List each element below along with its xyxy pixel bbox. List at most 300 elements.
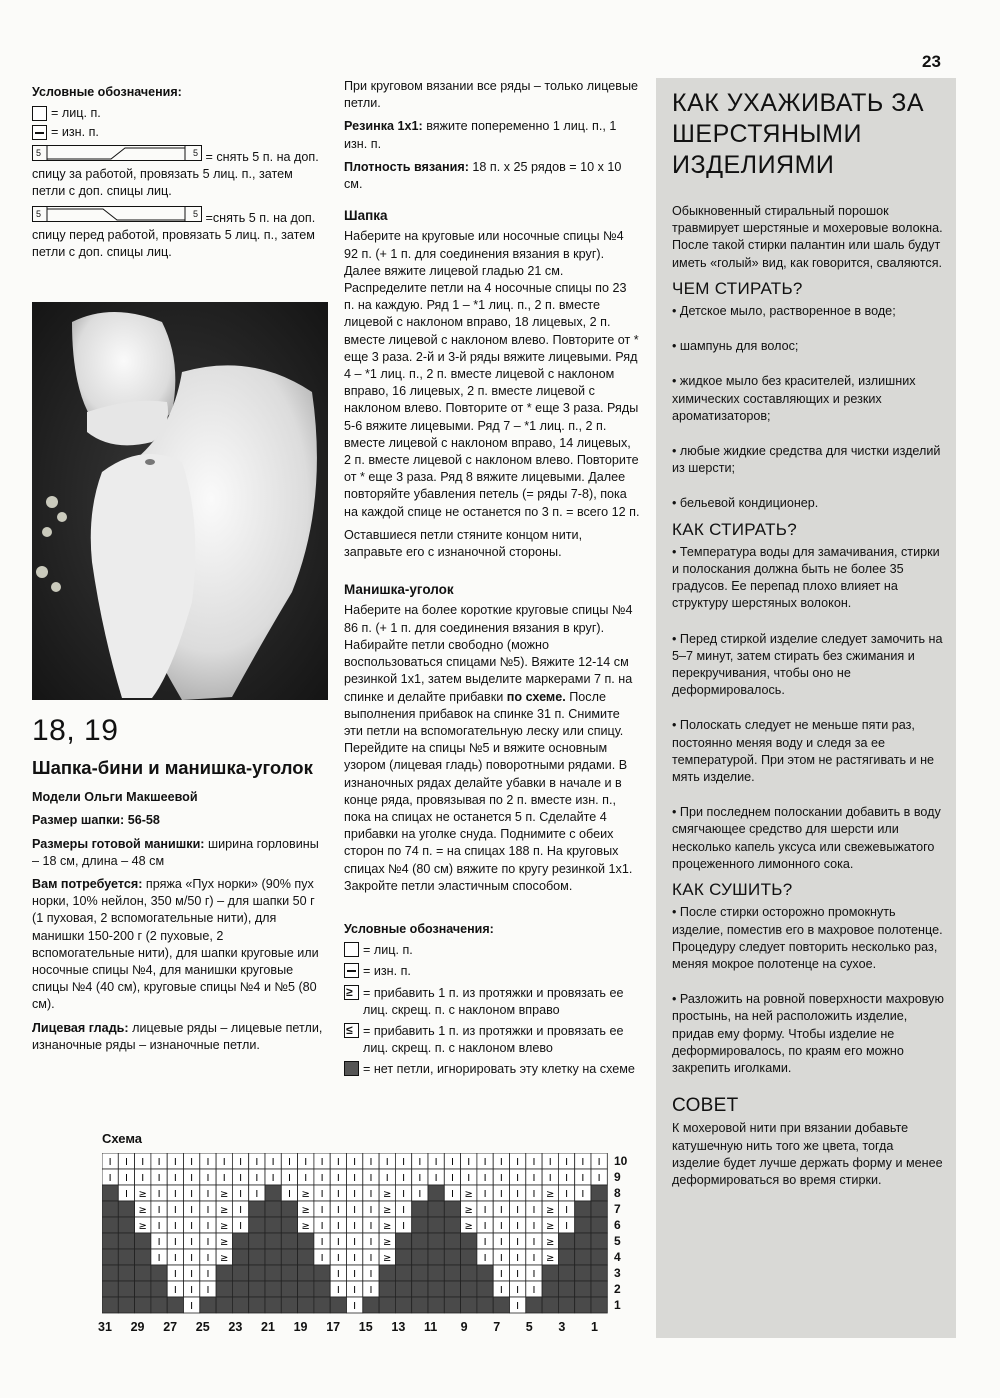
- chart-cell: [265, 1233, 281, 1249]
- chart-cell-symbol: I: [141, 1173, 145, 1184]
- chart-cell-symbol: I: [124, 1173, 128, 1184]
- page-number: 23: [922, 52, 941, 71]
- chart-cell-symbol: I: [385, 1173, 389, 1184]
- legend2-no-stitch-text: = нет петли, игнорировать эту клетку на схеме: [363, 1062, 635, 1077]
- chart-cell: [118, 1217, 134, 1233]
- chart-cell-symbol: I: [483, 1237, 487, 1248]
- chart-cell-symbol: I: [565, 1173, 569, 1184]
- list-item: • Перед стиркой изделие следует замочить на 5–7 минут, затем стирать без сжимания и перекручивания, чтобы оно не деформировалось.: [672, 631, 944, 700]
- chart-cell: [591, 1265, 607, 1281]
- chart-cell: [477, 1297, 493, 1313]
- chart-cell: [412, 1265, 428, 1281]
- chart-cell-symbol: ≥: [301, 1221, 310, 1232]
- chart-cell-symbol: I: [353, 1221, 357, 1232]
- chart-cell: [379, 1281, 395, 1297]
- chart-cell-symbol: I: [516, 1269, 520, 1280]
- legend-title: Условные обозначения:: [32, 85, 182, 99]
- chart-col-number: 7: [493, 1320, 501, 1334]
- chart-cell: [395, 1297, 411, 1313]
- chart-cell: [395, 1281, 411, 1297]
- chart-cell-symbol: I: [369, 1253, 373, 1264]
- chart-cell: [461, 1249, 477, 1265]
- chart-cell: [461, 1297, 477, 1313]
- chart-cell-symbol: ≥: [464, 1189, 473, 1200]
- chart-cell: [216, 1281, 232, 1297]
- chart-cell-symbol: I: [516, 1189, 520, 1200]
- chart-col-number: 27: [163, 1320, 178, 1334]
- chart-cell-symbol: I: [239, 1205, 243, 1216]
- chart-col-number: 31: [98, 1320, 112, 1334]
- legend2-inc-right: [344, 985, 640, 1019]
- chart-cell-symbol: I: [239, 1173, 243, 1184]
- chart-cell: [330, 1297, 346, 1313]
- product-photo: [32, 302, 328, 700]
- chart-cell-symbol: I: [173, 1221, 177, 1232]
- chart-cell-symbol: ≥: [546, 1189, 555, 1200]
- chart-cell-symbol: I: [336, 1237, 340, 1248]
- chart-cell-symbol: I: [450, 1189, 454, 1200]
- chart-cell-symbol: I: [173, 1189, 177, 1200]
- chart-cell: [232, 1281, 248, 1297]
- chart-cell: [428, 1281, 444, 1297]
- chart-cell-symbol: I: [402, 1221, 406, 1232]
- chart-col-number: 29: [130, 1320, 145, 1334]
- chart-cell-symbol: I: [190, 1301, 194, 1312]
- chart-cell: [118, 1265, 134, 1281]
- chart-cell: [265, 1281, 281, 1297]
- list-item: • При последнем полоскании добавить в воду смягчающее средство для шерсти или несколько капель уксуса или свежевыжатого процеженного лимонного сока.: [672, 804, 944, 873]
- chart-cell: [428, 1217, 444, 1233]
- chart-cell: [575, 1217, 591, 1233]
- chart-row-number: 5: [614, 1234, 621, 1248]
- model-info: [32, 714, 328, 1060]
- chart-cell: [298, 1233, 314, 1249]
- chart-row-number: 1: [614, 1298, 621, 1312]
- chart-cell: [477, 1281, 493, 1297]
- dickey-dimensions: [32, 836, 328, 870]
- list-item: • жидкое мыло без красителей, излишних химических составляющих и резких ароматизаторов;: [672, 373, 944, 425]
- rib-pattern: [344, 118, 640, 152]
- chart-cell-symbol: I: [483, 1221, 487, 1232]
- chart-cell: [444, 1265, 460, 1281]
- chart-cell: [428, 1297, 444, 1313]
- chart-cell: [526, 1297, 542, 1313]
- chart-cell-symbol: I: [499, 1205, 503, 1216]
- chart-cell-symbol: I: [532, 1157, 536, 1168]
- chart-cell-symbol: I: [516, 1205, 520, 1216]
- list-item: • Полоскать следует не меньше пяти раз, постоянно меняя воду и следя за ее температурой. При этом не растягивать и не мять изделие.: [672, 717, 944, 786]
- cable-back-symbol: [32, 145, 202, 161]
- chart-cell-symbol: I: [287, 1157, 291, 1168]
- chart-cell-symbol: ≥: [220, 1221, 229, 1232]
- instructions: [344, 78, 640, 1083]
- chart-cell-symbol: I: [173, 1285, 177, 1296]
- chart-cell-symbol: ≥: [138, 1205, 147, 1216]
- legend-purl: [32, 124, 328, 141]
- chart-cell: [542, 1265, 558, 1281]
- knit-symbol: [32, 106, 47, 121]
- scheme-title: Схема: [102, 1131, 143, 1146]
- chart-cell-symbol: I: [108, 1173, 112, 1184]
- chart-cell: [281, 1233, 297, 1249]
- chart-cell: [444, 1233, 460, 1249]
- chart-col-number: 9: [460, 1320, 468, 1334]
- chart-cell: [461, 1233, 477, 1249]
- model-title: Шапка-бини и манишка-уголок: [32, 757, 313, 779]
- chart-cell: [575, 1201, 591, 1217]
- chart-cell: [412, 1297, 428, 1313]
- chart-cell-symbol: I: [483, 1189, 487, 1200]
- legend-cable-front: [32, 206, 328, 261]
- chart-cell-symbol: I: [190, 1253, 194, 1264]
- chart-cell-symbol: ≥: [301, 1205, 310, 1216]
- chart-cell: [102, 1265, 118, 1281]
- chart-cell-symbol: I: [369, 1269, 373, 1280]
- chart-cell-symbol: I: [434, 1157, 438, 1168]
- inc-right-symbol: ≥: [344, 985, 359, 1000]
- chart-cell: [298, 1265, 314, 1281]
- chart-cell: [412, 1233, 428, 1249]
- advice-text: К мохеровой нити при вязании добавьте катушечную нить того же цвета, тогда изделие будет лучше держать форму и менее деформироваться во время стирки.: [672, 1121, 943, 1187]
- chart-cell-symbol: I: [304, 1157, 308, 1168]
- chart-cell-symbol: I: [402, 1157, 406, 1168]
- knit-symbol: [344, 942, 359, 957]
- chart-cell-symbol: I: [157, 1237, 161, 1248]
- chart-cell-symbol: I: [418, 1157, 422, 1168]
- chart-cell-symbol: I: [483, 1173, 487, 1184]
- chart-cell: [151, 1265, 167, 1281]
- chart-cell-symbol: I: [320, 1205, 324, 1216]
- chart-cell-symbol: I: [320, 1173, 324, 1184]
- chart-cell-symbol: ≥: [546, 1237, 555, 1248]
- chart-cell-symbol: I: [190, 1221, 194, 1232]
- chart-cell-symbol: I: [369, 1189, 373, 1200]
- chart-cell-symbol: I: [336, 1205, 340, 1216]
- chart-cell: [265, 1265, 281, 1281]
- chart-cell: [232, 1233, 248, 1249]
- chart-cell-symbol: I: [450, 1173, 454, 1184]
- chart-cell-symbol: I: [320, 1237, 324, 1248]
- legend2-knit: [344, 942, 640, 959]
- chart-cell-symbol: I: [287, 1189, 291, 1200]
- what-heading: ЧЕМ СТИРАТЬ?: [672, 278, 803, 298]
- chart-cell-symbol: I: [206, 1173, 210, 1184]
- chart-cell-symbol: I: [320, 1157, 324, 1168]
- chart-col-number: 3: [558, 1320, 566, 1334]
- chart-cell: [265, 1297, 281, 1313]
- chart-cell-symbol: I: [565, 1221, 569, 1232]
- list-item: • бельевой кондиционер.: [672, 495, 944, 512]
- chart-cell: [151, 1281, 167, 1297]
- legend-cable: [32, 84, 328, 261]
- chart-cell-symbol: I: [157, 1205, 161, 1216]
- chart-cell-symbol: I: [581, 1189, 585, 1200]
- chart-cell: [542, 1297, 558, 1313]
- chart-cell-symbol: I: [499, 1221, 503, 1232]
- chart-cell: [428, 1249, 444, 1265]
- chart-cell: [102, 1249, 118, 1265]
- legend2-inc-left-text: = прибавить 1 п. из протяжки и провязать ее лиц. скрещ. п. с наклоном влево: [363, 1023, 624, 1056]
- how-list: [672, 544, 944, 873]
- chart-cell-symbol: I: [565, 1157, 569, 1168]
- chart-cell-symbol: I: [402, 1189, 406, 1200]
- chart-cell: [444, 1217, 460, 1233]
- chart-cell-symbol: I: [157, 1253, 161, 1264]
- chart-cell: [444, 1281, 460, 1297]
- chart-cell-symbol: I: [516, 1173, 520, 1184]
- chart-cell-symbol: I: [108, 1157, 112, 1168]
- chart-cell: [395, 1249, 411, 1265]
- chart-cell: [102, 1185, 118, 1201]
- materials: [32, 876, 328, 1014]
- chart-cell: [314, 1281, 330, 1297]
- chart-cell: [477, 1265, 493, 1281]
- list-item: • любые жидкие средства для чистки изделий из шерсти;: [672, 443, 944, 477]
- how-heading: КАК СТИРАТЬ?: [672, 519, 797, 539]
- legend2-inc-right-text: = прибавить 1 п. из протяжки и провязать ее лиц. скрещ. п. с наклоном вправо: [363, 985, 624, 1017]
- chart-cell-symbol: I: [353, 1285, 357, 1296]
- rib-label: Резинка 1х1:: [344, 119, 423, 134]
- chart-cell-symbol: I: [336, 1221, 340, 1232]
- list-item: • После стирки осторожно промокнуть изделие, поместив его в махровое полотенце. Процедуру следует повторить несколько раз, меняя мокрое полотенце на сухое.: [672, 904, 944, 973]
- chart-cell: [558, 1281, 574, 1297]
- hat-heading: Шапка: [344, 208, 388, 224]
- chart-cell-symbol: I: [320, 1221, 324, 1232]
- chart-cell: [118, 1281, 134, 1297]
- chart-cell: [428, 1233, 444, 1249]
- chart-col-number: 11: [424, 1320, 438, 1334]
- chart-col-number: 13: [391, 1320, 406, 1334]
- chart-cell: [412, 1249, 428, 1265]
- chart-cell-symbol: I: [483, 1205, 487, 1216]
- dickey-text-b: После выполнения прибавок на спинке 31 п. Снимите эти петли на вспомогательную леску или спицу. Перейдите на спицы №5 и вяжите основным узором (лицевая гладь) поворотными рядами. В изнаночных рядах делайте убавки в начале и в конце ряда, провязывая по 2 п. вместе изн. п., пока на спицах не останется 5 п. Сделайте 4 прибавки на уголке снуда. Поднимите с обеих сторон по 74 п. = на спицах 188 п. На круговых спицах №4 (80 см) вяжите по кругу резинкой 1х1. Закройте петли эластичным способом.: [344, 689, 633, 893]
- chart-cell-symbol: ≥: [383, 1221, 392, 1232]
- hat-size: Размер шапки: 56-58: [32, 813, 160, 828]
- chart-cell: [102, 1281, 118, 1297]
- chart-cell-symbol: I: [483, 1157, 487, 1168]
- chart-cell-symbol: I: [402, 1205, 406, 1216]
- chart-row-number: 2: [614, 1282, 621, 1296]
- chart-cell-symbol: I: [402, 1173, 406, 1184]
- chart-cell-symbol: I: [548, 1173, 552, 1184]
- legend2-inc-left: [344, 1023, 640, 1057]
- chart-cell-symbol: I: [499, 1269, 503, 1280]
- chart-cell: [428, 1185, 444, 1201]
- chart-cell: [379, 1297, 395, 1313]
- chart-cell-symbol: I: [548, 1157, 552, 1168]
- chart-cell-symbol: I: [418, 1173, 422, 1184]
- chart-cell-symbol: ≥: [383, 1253, 392, 1264]
- chart-cell-symbol: I: [124, 1189, 128, 1200]
- chart-cell-symbol: I: [499, 1157, 503, 1168]
- chart-cell-symbol: I: [353, 1269, 357, 1280]
- chart-cell-symbol: I: [239, 1157, 243, 1168]
- chart-cell-symbol: I: [206, 1157, 210, 1168]
- legend-purl-text: = изн. п.: [51, 125, 99, 139]
- chart-cell: [135, 1281, 151, 1297]
- chart-cell: [200, 1297, 216, 1313]
- purl-symbol: [344, 963, 359, 978]
- cable-back-num-right: 5: [192, 148, 198, 158]
- chart-cell: [461, 1265, 477, 1281]
- legend2-purl: [344, 963, 640, 980]
- chart-cell: [428, 1265, 444, 1281]
- advice-heading: СОВЕТ: [672, 1095, 739, 1117]
- chart-cell-symbol: I: [434, 1173, 438, 1184]
- chart-cell: [167, 1297, 183, 1313]
- dry-list: [672, 904, 944, 1077]
- chart-cell: [281, 1249, 297, 1265]
- dims-text: ширина горловины – 18 см, длина – 48 см: [32, 836, 319, 868]
- chart-cell-symbol: ≥: [464, 1205, 473, 1216]
- chart-cell-symbol: I: [565, 1189, 569, 1200]
- purl-symbol: [32, 125, 47, 140]
- chart-cell-symbol: I: [255, 1173, 259, 1184]
- chart-cell-symbol: I: [336, 1173, 340, 1184]
- chart-cell: [314, 1265, 330, 1281]
- dims-label: Размеры готовой манишки:: [32, 836, 205, 851]
- chart-cell-symbol: I: [597, 1173, 601, 1184]
- chart-cell-symbol: ≥: [220, 1237, 229, 1248]
- chart-cell: [412, 1201, 428, 1217]
- dickey-bold: по схеме.: [506, 689, 566, 704]
- chart-cell: [363, 1297, 379, 1313]
- chart-cell: [249, 1201, 265, 1217]
- chart-cell-symbol: I: [516, 1157, 520, 1168]
- chart-cell-symbol: I: [353, 1253, 357, 1264]
- chart-cell: [575, 1233, 591, 1249]
- chart-cell-symbol: I: [206, 1285, 210, 1296]
- chart-row-number: 9: [614, 1170, 621, 1184]
- chart-cell-symbol: I: [173, 1157, 177, 1168]
- chart-col-number: 5: [525, 1320, 533, 1334]
- chart-cell-symbol: I: [271, 1173, 275, 1184]
- chart-cell: [591, 1185, 607, 1201]
- dickey-text-a: Наберите на более короткие круговые спицы №4 86 п. (+ 1 п. для соединения вязания в круг). Набирайте петли свободно (можно воспользоваться спицами №5). Вяжите 12-14 см резинкой 1х1, затем выделите маркерами 7 п. на спинке и делайте прибавки: [344, 603, 633, 704]
- chart-cell-symbol: I: [336, 1253, 340, 1264]
- gauge-label: Плотность вязания:: [344, 159, 469, 174]
- chart-cell-symbol: I: [190, 1269, 194, 1280]
- cable-back-text: = снять 5 п. на доп. спицу за работой, провязать 5 лиц. п., затем петли с доп. спицы лиц.: [32, 150, 319, 198]
- chart-cell: [379, 1265, 395, 1281]
- chart-cell: [575, 1281, 591, 1297]
- legend-scheme: [344, 921, 640, 1079]
- chart-cell: [281, 1281, 297, 1297]
- chart-cell: [265, 1249, 281, 1265]
- chart-cell-symbol: I: [597, 1157, 601, 1168]
- chart-cell: [249, 1217, 265, 1233]
- legend-knit: [32, 105, 328, 122]
- chart-cell: [558, 1265, 574, 1281]
- chart-cell-symbol: I: [532, 1173, 536, 1184]
- chart-cell-symbol: I: [255, 1189, 259, 1200]
- chart-cell: [395, 1233, 411, 1249]
- chart-cell-symbol: I: [353, 1189, 357, 1200]
- chart-cell: [265, 1201, 281, 1217]
- stockinette-text: лицевые ряды – лицевые петли, изнаночные ряды – изнаночные петли.: [32, 1020, 323, 1052]
- dickey-instructions: [344, 602, 640, 894]
- chart-col-number: 1: [591, 1320, 598, 1334]
- chart-cell: [493, 1297, 509, 1313]
- chart-cell-symbol: I: [353, 1157, 357, 1168]
- rib-text: вяжите попеременно 1 лиц. п., 1 изн. п.: [344, 119, 617, 151]
- chart-cell-symbol: I: [190, 1205, 194, 1216]
- chart-cell-symbol: I: [255, 1157, 259, 1168]
- stockinette-label: Лицевая гладь:: [32, 1020, 129, 1035]
- chart-cell-symbol: I: [206, 1221, 210, 1232]
- list-item: • шампунь для волос;: [672, 338, 944, 355]
- chart-cell-symbol: I: [173, 1253, 177, 1264]
- chart-cell: [135, 1233, 151, 1249]
- chart-cell: [412, 1217, 428, 1233]
- chart-cell: [232, 1265, 248, 1281]
- knitting-chart: [102, 1153, 612, 1315]
- chart-cell-symbol: I: [239, 1189, 243, 1200]
- hat-finish: Оставшиеся петли стяните концом нити, заправьте его с изнаночной стороны.: [344, 527, 583, 560]
- chart-cell-symbol: I: [336, 1157, 340, 1168]
- chart-cell-symbol: I: [532, 1205, 536, 1216]
- chart-cell: [558, 1249, 574, 1265]
- chart-cell: [232, 1297, 248, 1313]
- chart-cell: [281, 1297, 297, 1313]
- chart-cell-symbol: I: [124, 1157, 128, 1168]
- dry-heading: КАК СУШИТЬ?: [672, 880, 793, 900]
- chart-cell: [151, 1297, 167, 1313]
- chart-col-number: 23: [228, 1320, 243, 1334]
- chart-col-number: 21: [261, 1320, 275, 1334]
- chart-cell: [118, 1249, 134, 1265]
- chart-cell-symbol: I: [565, 1205, 569, 1216]
- chart-cell: [135, 1297, 151, 1313]
- chart-cell: [298, 1297, 314, 1313]
- chart-cell: [232, 1249, 248, 1265]
- care-title: КАК УХАЖИВАТЬ ЗА ШЕРСТЯНЫМИ ИЗДЕЛИЯМИ: [672, 89, 924, 179]
- chart-cell-symbol: I: [499, 1173, 503, 1184]
- hat-instructions: Наберите на круговые или носочные спицы №4 92 п. (+ 1 п. для соединения вязания в круг). Далее вяжите лицевой гладью 21 см. Распределите петли на 4 носочные спицы по 23 п. на каждую. Ряд 1 – *1 лиц. п., 2 п. вместе лицевой с наклоном вправо, 18 лицевых, 2 п. вместе лицевой с наклоном влево. Повторите от * еще 3 раза. 2-й и 3-й ряды вяжите лицевыми. Ряд 4 – *1 лиц. п., 2 п. вместе лицевой с наклоном вправо, 16 лицевых, 2 п. вместе лицевой с наклоном влево. Повторите от * еще 3 раза. Ряды 5-6 вяжите лицевыми. Ряд 7 – *1 лиц. п., 2 п. вместе лицевой с наклоном вправо, 14 лицевых, 2 п. вместе лицевой с наклоном влево. Повторите от * еще 3 раза. Ряд 8 вяжите лицевыми. Далее повторяйте убавления петель (= ряды 7-8), пока на каждой спице не останется по 3 п. = всего 12 п.: [344, 229, 640, 519]
- chart-cell-symbol: I: [271, 1157, 275, 1168]
- chart-cell: [281, 1265, 297, 1281]
- chart-cell-symbol: I: [385, 1157, 389, 1168]
- chart-row-number: 4: [614, 1250, 621, 1264]
- chart-col-number: 25: [195, 1320, 210, 1334]
- cable-front-line: [33, 207, 201, 221]
- chart-cell: [591, 1233, 607, 1249]
- chart-cell-symbol: I: [190, 1237, 194, 1248]
- chart-cell-symbol: I: [206, 1189, 210, 1200]
- chart-cell-symbol: ≥: [220, 1189, 229, 1200]
- chart-cell: [314, 1297, 330, 1313]
- chart-cell: [444, 1249, 460, 1265]
- chart-cell: [461, 1281, 477, 1297]
- chart-cell-symbol: ≥: [220, 1253, 229, 1264]
- chart-cell-symbol: I: [336, 1269, 340, 1280]
- chart-cell-symbol: I: [157, 1157, 161, 1168]
- chart-cell: [558, 1297, 574, 1313]
- chart-cell: [395, 1265, 411, 1281]
- chart-cell-symbol: I: [369, 1205, 373, 1216]
- chart-row-number: 10: [614, 1154, 628, 1168]
- legend-knit-text: = лиц. п.: [51, 106, 101, 120]
- cable-front-symbol: [32, 206, 202, 222]
- chart-cell-symbol: I: [157, 1221, 161, 1232]
- chart-cell-symbol: I: [190, 1173, 194, 1184]
- chart-cell-symbol: I: [320, 1189, 324, 1200]
- chart-cell-symbol: I: [222, 1173, 226, 1184]
- chart-cell: [281, 1201, 297, 1217]
- chart-cell-symbol: I: [516, 1237, 520, 1248]
- chart-cell-symbol: I: [369, 1237, 373, 1248]
- chart-cell-symbol: I: [532, 1221, 536, 1232]
